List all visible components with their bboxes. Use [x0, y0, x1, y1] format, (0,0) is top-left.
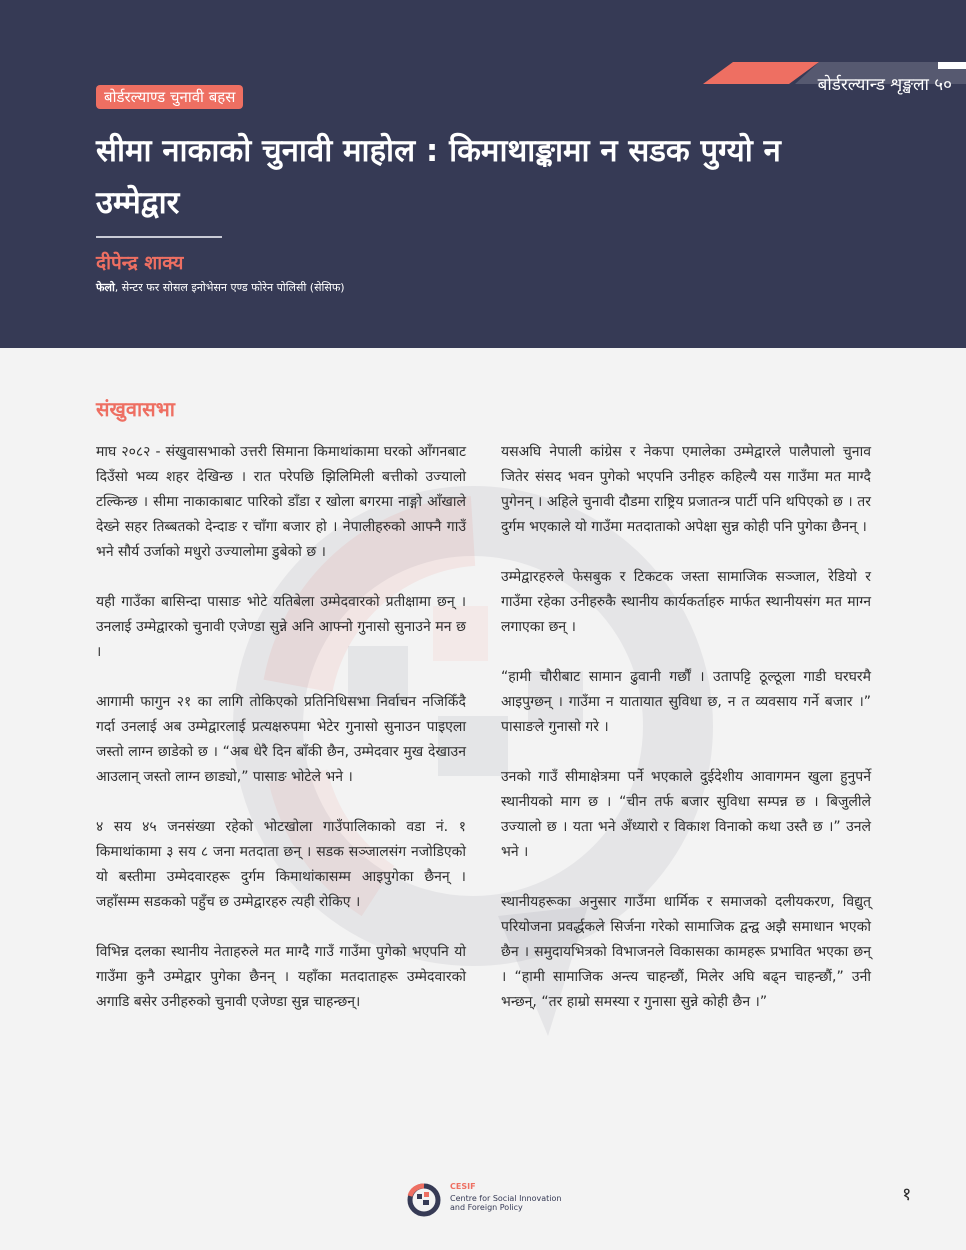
category-tag: बोर्डरल्याण्ड चुनावी बहस — [96, 85, 243, 109]
paragraph: ४ सय ४५ जनसंख्या रहेको भोटखोला गाउँपालिकाको वडा नं. १ किमाथांकामा ३ सय ८ जना मतदाता छन् । सडक सञ्जालसंग नजोडिएको यो बस्तीमा उम्मेदवारहरू दुर्गम किमाथांकासम्म आइपुगेका छैनन् । जहाँसम्म सडकको पहुँच छ उम्मेद्वारहरु त्यही रोकिए । — [96, 819, 466, 910]
logo-name: CESIF — [450, 1182, 476, 1191]
author-name: दीपेन्द्र शाक्य — [96, 252, 184, 274]
cesif-logo-icon — [406, 1182, 442, 1218]
paragraph: माघ २०८२ - संखुवासभाको उत्तरी सिमाना किमाथांकामा घरको आँगनबाट दिउँसो भव्य शहर देखिन्छ । रात परेपछि झिलिमिली बत्तीको उज्यालो टल्किन्छ । सीमा नाकाकाबाट पारिको डाँडा र खोला बगरमा नाङ्गो आँखाले देख्ने सहर तिब्बतको देन्दाङ र चाँगा बजार हो । नेपालीहरुको आफ्नै गाउँ भने सौर्य उर्जाको मधुरो उज्यालोमा डुबेको छ । — [96, 444, 466, 560]
affiliation-org: , सेन्टर फर सोसल इनोभेसन एण्ड फोरेन पोलिसी (सेसिफ) — [114, 281, 345, 294]
section-heading: संखुवासभा — [96, 397, 175, 421]
paragraph: आगामी फागुन २१ का लागि तोकिएको प्रतिनिधिसभा निर्वाचन नजिकिँदै गर्दा उनलाई अब उम्मेद्वारलाई प्रत्यक्षरुपमा भेटेर गुनासो सुनाउन पाइएला जस्तो लाग्न छाडेको छ । “अब धेरै दिन बाँकी छैन, उम्मेदवार मुख देखाउन आउलान् जस्तो लाग्न छाड्यो,” पासाङ भोटेले भने । — [96, 694, 466, 785]
footer-logo — [406, 1180, 576, 1220]
paragraph: यही गाउँका बासिन्दा पासाङ भोटे यतिबेला उम्मेदवारको प्रतीक्षामा छन् । उनलाई उम्मेद्वारको चुनावी एजेण्डा सुन्ने अनि आफ्नो गुनासो सुनाउने मन छ । — [96, 594, 466, 660]
logo-line-2: and Foreign Policy — [450, 1203, 523, 1212]
paragraph: स्थानीयहरूका अनुसार गाउँमा धार्मिक र समाजको दलीयकरण, विद्युत् परियोजना प्रवर्द्धकले सिर्जना गरेको सामाजिक द्वन्द्व अझै समाधान भएको छैन । समुदायभित्रको विभाजनले विकासका कामहरू प्रभावित भएका छन् । “हामी सामाजिक अन्त्य चाहन्छौं, मिलेर अघि बढ्न चाहन्छौं,” उनी भन्छन्, “तर हाम्रो समस्या र गुनासा सुन्ने कोही छैन ।” — [501, 894, 871, 1010]
article-title: सीमा नाकाको चुनावी माहोल : किमाथाङ्कामा न सडक पुग्यो न उम्मेद्वार — [96, 133, 781, 221]
series-label: बोर्डरल्यान्ड शृङ्खला ५० — [817, 75, 952, 95]
paragraph: उम्मेद्वारहरुले फेसबुक र टिकटक जस्ता सामाजिक सञ्जाल, रेडियो र गाउँमा रहेका उनीहरुकै स्थानीय कार्यकर्ताहरु मार्फत स्थानीयसंग मत माग्न लगाएका छन् । — [501, 569, 871, 635]
affiliation-role: फेलो — [96, 281, 115, 294]
author-divider — [96, 236, 222, 238]
author-affiliation — [96, 280, 345, 295]
series-accent-line — [938, 62, 966, 69]
paragraph: विभिन्न दलका स्थानीय नेताहरुले मत माग्दै गाउँ गाउँमा पुगेको भएपनि यो गाउँमा कुनै उम्मेद्वार पुगेका छैनन् । यहाँका मतदाताहरू उम्मेदवारको अगाडि बसेर उनीहरुको चुनावी एजेण्डा सुन्न चाहन्छन्। — [96, 944, 466, 1010]
paragraph: “हामी चौरीबाट सामान ढुवानी गर्छौं । उतापट्टि ठूल्ठूला गाडी घरघरमै आइपुग्छन् । गाउँमा न यातायात सुविधा छ, न त व्यवसाय गर्ने बजार ।” पासाङले गुनासो गरे । — [501, 669, 871, 735]
right-column — [501, 440, 871, 1040]
header-band — [0, 0, 966, 348]
left-column — [96, 440, 466, 1040]
page-number: १ — [902, 1184, 912, 1205]
logo-line-1: Centre for Social Innovation — [450, 1194, 562, 1203]
paragraph: उनको गाउँ सीमाक्षेत्रमा पर्ने भएकाले दुईदेशीय आवागमन खुला हुनुपर्ने स्थानीयको माग छ । “चीन तर्फ बजार सुविधा सम्पन्न छ । बिजुलीले उज्यालो छ । यता भने अँध्यारो र विकाश विनाको कथा उस्तै छ ।” उनले भने । — [501, 769, 871, 860]
paragraph: यसअघि नेपाली कांग्रेस र नेकपा एमालेका उम्मेद्वारले पालैपालो चुनाव जितेर संसद भवन पुगेको भएपनि उनीहरु कहिल्यै यस गाउँमा मत माग्दै पुगेनन् । अहिले चुनावी दौडमा राष्ट्रिय प्रजातन्त्र पार्टी पनि थपिएको छ । तर दुर्गम भएकाले यो गाउँमा मतदाताको अपेक्षा सुन्न कोही पनि पुगेका छैनन् । — [501, 444, 871, 535]
